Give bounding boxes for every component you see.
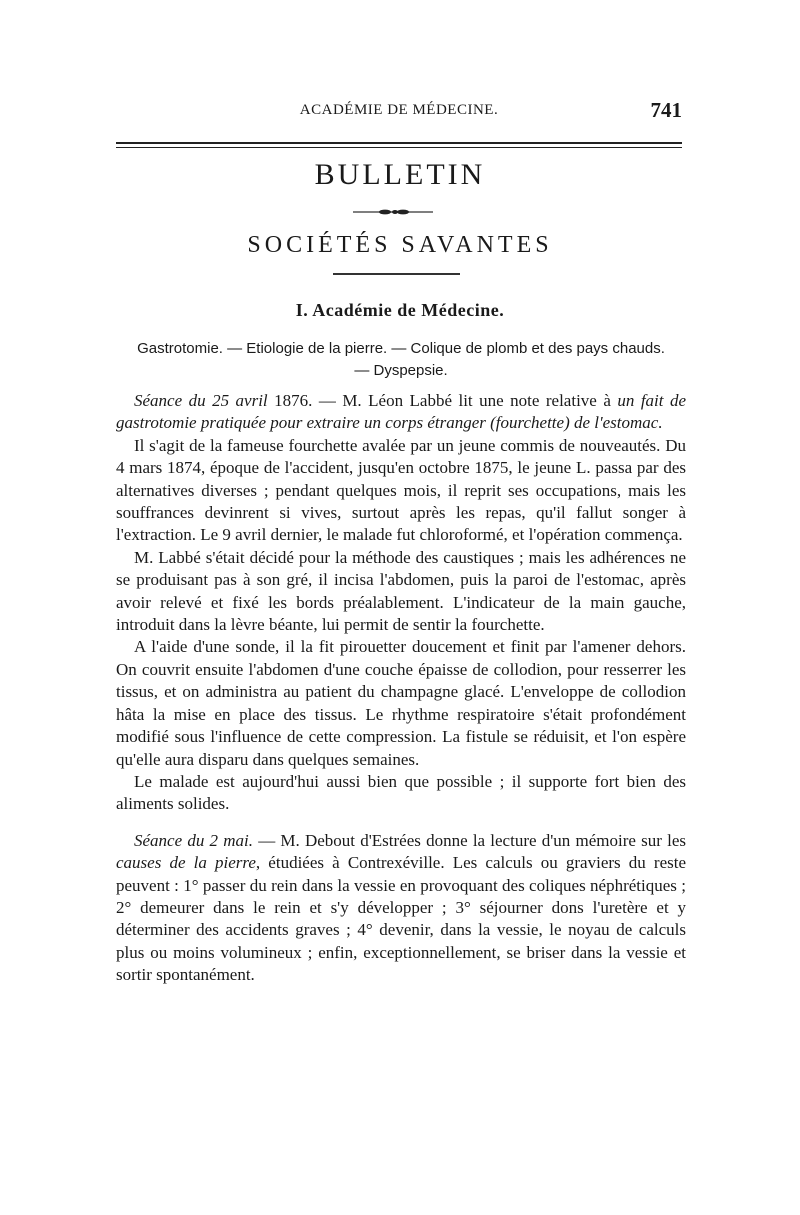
societes-savantes-title: SOCIÉTÉS SAVANTES: [247, 232, 553, 258]
subjects-summary: [116, 338, 686, 382]
paragraph: M. Labbé s'était décidé pour la méthode des caustiques ; mais les adhérences ne se produisant pas à son gré, il incisa l'abdomen, puis la paroi de l'estomac, après avoir relevé et fixé les bords préalablement. L'indicateur de la main gauche, introduit dans la lèvre béante, lui permit de sentir la fourchette.: [116, 547, 686, 635]
running-head: [116, 98, 682, 128]
paragraph-seance-25-avril: [116, 390, 686, 435]
seance-date: Séance du 25 avril: [134, 391, 268, 410]
subjects-line-2: — Dyspepsie.: [354, 362, 448, 379]
page-number: 741: [650, 98, 682, 122]
seance-date: Séance du 2 mai.: [134, 830, 253, 850]
short-rule: [333, 273, 460, 275]
bulletin-title: BULLETIN: [314, 158, 486, 191]
header-double-rule: [116, 142, 682, 148]
paragraph-seance-2-mai: [116, 830, 686, 987]
paragraph: Il s'agit de la fameuse fourchette avalée par un jeune commis de nouveautés. Du 4 mars 1874, époque de l'accident, jusqu'en octobre 1875, le jeune L. passa par des alternatives diverses ; pendant quelques mois, il reprit ses occupations, mais les souffrances devinrent si vives, surtout après les repas, qu'il fallut songer à l'extraction. Le 9 avril dernier, le malade fut chloroformé, et l'opération commença.: [116, 435, 686, 545]
subjects-line-1: Gastrotomie. — Etiologie de la pierre. — Colique de plomb et des pays chauds.: [137, 340, 665, 357]
paragraph: A l'aide d'une sonde, il la fit pirouetter doucement et finit par l'amener dehors. On couvrit ensuite l'abdomen d'une couche épaisse de collodion, pour resserrer les tissus, et on administra au patient du champagne glacé. L'enveloppe de collodion hâta la mise en place des tissus. Le rhythme respiratoire s'était profondément modifié sous l'influence de cette compression. La fistule se réduisit, et l'on espère qu'elle aura disparu dans quelques semaines.: [116, 637, 686, 769]
paragraph-text: 1876. — M. Léon Labbé lit une note relative à: [267, 391, 618, 410]
ornament-divider: [353, 209, 433, 215]
article-body: [116, 390, 686, 987]
paragraph: Le malade est aujourd'hui aussi bien que possible ; il supporte fort bien des aliments solides.: [116, 771, 686, 814]
memoir-topic: causes de la pierre: [116, 853, 256, 873]
paragraph-text: — M. Debout d'Estrées donne la lecture d'un mémoire sur les: [253, 830, 686, 850]
paragraph-text: , étudiées à Contrexéville. Les calculs ou graviers du reste peuvent : 1° passer du rein dans la vessie en provoquant des coliques néphrétiques ; 2° demeurer dans le rein et s'y développer ; 3° séjourner dons l'uretère et y déterminer des accidents graves ; 4° devenir, dans la vessie, le noyau de calculs plus ou moins volumineux ; enfin, exceptionnellement, se briser dans la vessie et sortir spontanément.: [116, 853, 686, 985]
running-title: ACADÉMIE DE MÉDECINE.: [299, 102, 499, 118]
communication-title: un fait de gastrotomie pratiquée pour extraire un corps étranger (fourchette) de l'estomac.: [116, 391, 686, 433]
section-heading: I. Académie de Médecine.: [295, 300, 505, 320]
